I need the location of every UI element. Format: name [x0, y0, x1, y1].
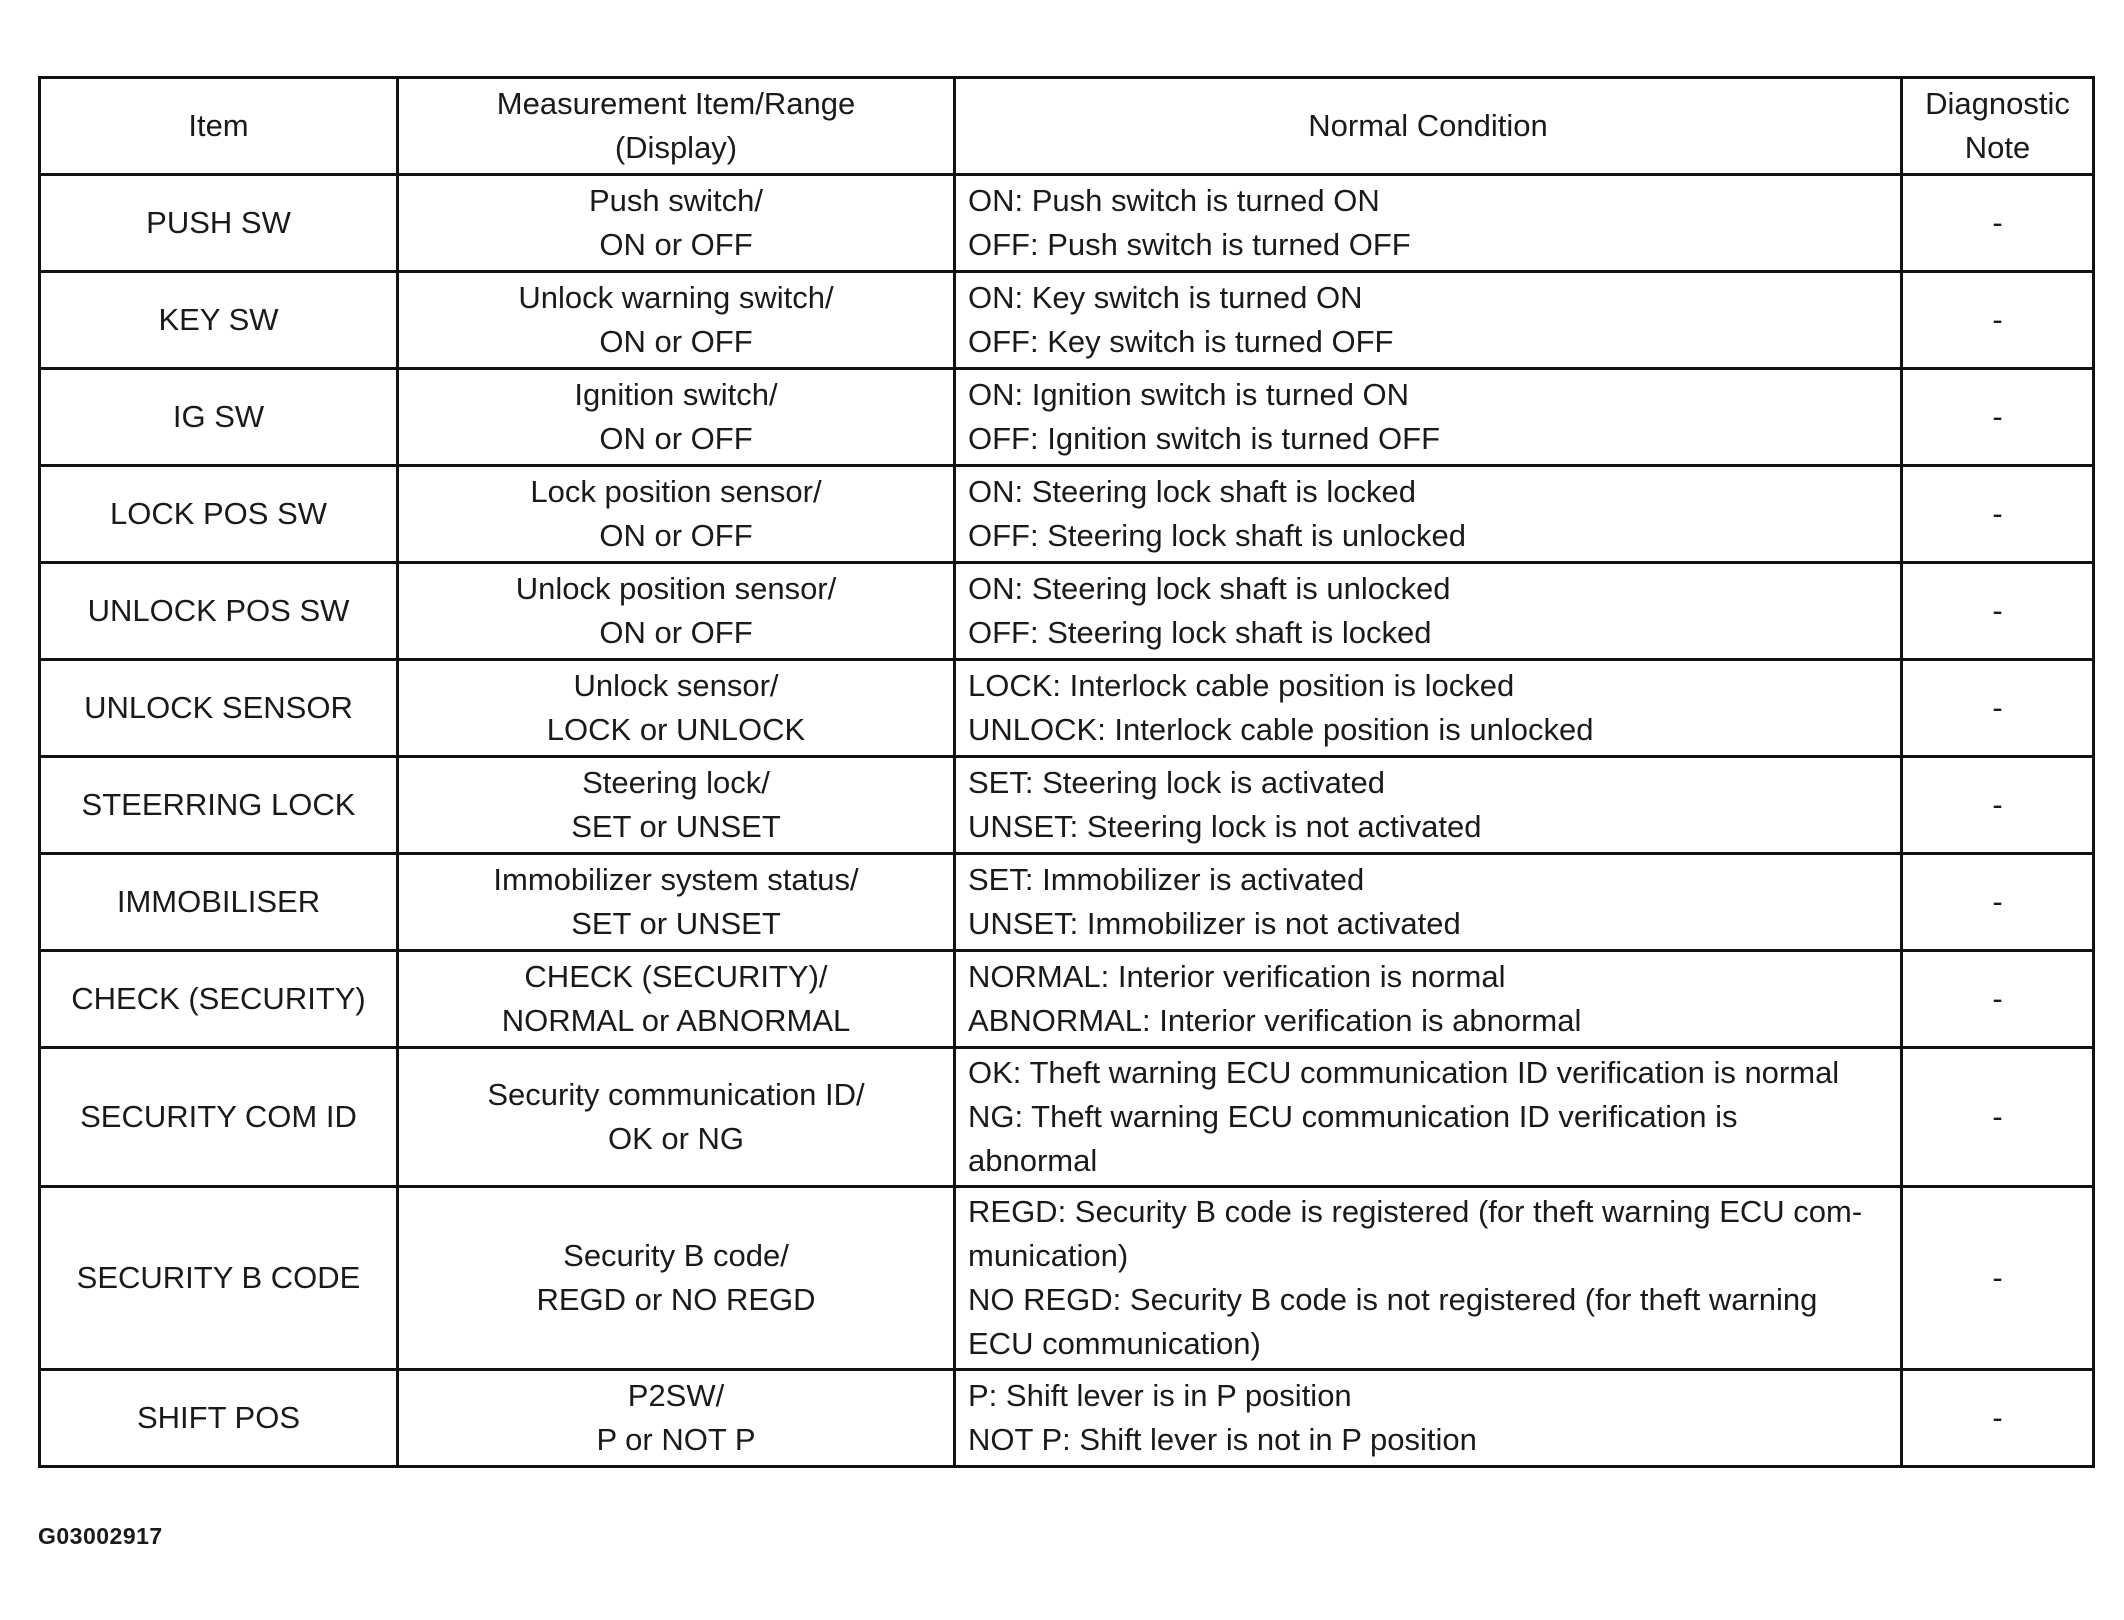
- condition-line: NO REGD: Security B code is not registered (for theft warning: [968, 1282, 1818, 1317]
- table-row: [40, 466, 2094, 563]
- range-line: Unlock warning switch/: [518, 280, 834, 315]
- range-line: P2SW/: [627, 1378, 725, 1413]
- condition-line: ON: Steering lock shaft is locked: [968, 474, 1416, 509]
- range-cell: [398, 854, 955, 951]
- note-cell: -: [1902, 369, 2094, 466]
- condition-line: ABNORMAL: Interior verification is abnormal: [968, 1003, 1582, 1038]
- condition-line: OK: Theft warning ECU communication ID verification is normal: [968, 1055, 1840, 1090]
- item-cell: SECURITY COM ID: [40, 1048, 398, 1187]
- condition-cell: [955, 854, 1902, 951]
- range-cell: [398, 1370, 955, 1467]
- table-row: [40, 175, 2094, 272]
- condition-line: UNSET: Immobilizer is not activated: [968, 906, 1461, 941]
- range-cell: [398, 369, 955, 466]
- item-cell: STEERRING LOCK: [40, 757, 398, 854]
- range-cell: [398, 1048, 955, 1187]
- note-cell: -: [1902, 1370, 2094, 1467]
- item-cell: KEY SW: [40, 272, 398, 369]
- range-line: ON or OFF: [599, 518, 753, 553]
- condition-line: OFF: Steering lock shaft is locked: [968, 615, 1432, 650]
- range-line: ON or OFF: [599, 421, 753, 456]
- header-note-line: Note: [1964, 130, 2031, 165]
- range-line: Push switch/: [588, 183, 763, 218]
- item-cell: LOCK POS SW: [40, 466, 398, 563]
- range-line: SET or UNSET: [571, 906, 781, 941]
- range-cell: [398, 272, 955, 369]
- condition-cell: [955, 272, 1902, 369]
- table-row: [40, 369, 2094, 466]
- item-cell: PUSH SW: [40, 175, 398, 272]
- range-line: LOCK or UNLOCK: [546, 712, 806, 747]
- item-cell: SECURITY B CODE: [40, 1187, 398, 1370]
- condition-cell: [955, 757, 1902, 854]
- range-cell: [398, 563, 955, 660]
- note-cell: -: [1902, 563, 2094, 660]
- condition-line: OFF: Key switch is turned OFF: [968, 324, 1394, 359]
- condition-line: ON: Ignition switch is turned ON: [968, 377, 1410, 412]
- range-line: OK or NG: [607, 1121, 745, 1156]
- range-line: ON or OFF: [599, 615, 753, 650]
- table-row: [40, 563, 2094, 660]
- note-cell: -: [1902, 1187, 2094, 1370]
- note-cell: -: [1902, 466, 2094, 563]
- range-line: NORMAL or ABNORMAL: [501, 1003, 851, 1038]
- table-row: [40, 272, 2094, 369]
- item-cell: UNLOCK POS SW: [40, 563, 398, 660]
- range-line: Immobilizer system status/: [493, 862, 859, 897]
- range-line: Steering lock/: [582, 765, 770, 800]
- table-row: [40, 854, 2094, 951]
- condition-cell: [955, 660, 1902, 757]
- condition-line: NG: Theft warning ECU communication ID verification is: [968, 1099, 1738, 1134]
- table-row: [40, 1370, 2094, 1467]
- condition-line: OFF: Push switch is turned OFF: [968, 227, 1411, 262]
- range-cell: [398, 757, 955, 854]
- note-cell: -: [1902, 854, 2094, 951]
- table-row: [40, 757, 2094, 854]
- item-cell: UNLOCK SENSOR: [40, 660, 398, 757]
- table-row: [40, 1187, 2094, 1370]
- range-cell: [398, 660, 955, 757]
- condition-line: REGD: Security B code is registered (for theft warning ECU com-: [968, 1194, 1863, 1229]
- range-cell: [398, 951, 955, 1048]
- condition-line: abnormal: [968, 1143, 1098, 1178]
- condition-line: munication): [968, 1238, 1129, 1273]
- table-row: [40, 660, 2094, 757]
- condition-line: OFF: Ignition switch is turned OFF: [968, 421, 1441, 456]
- range-line: Security communication ID/: [487, 1077, 865, 1112]
- header-range-line: Measurement Item/Range: [496, 86, 856, 121]
- header-diagnostic-note: [1902, 78, 2094, 175]
- condition-cell: [955, 1048, 1902, 1187]
- header-note-line: Diagnostic: [1925, 86, 2070, 121]
- condition-line: LOCK: Interlock cable position is locked: [968, 668, 1515, 703]
- condition-cell: [955, 951, 1902, 1048]
- header-range-line: (Display): [614, 130, 738, 165]
- range-line: CHECK (SECURITY)/: [524, 959, 828, 994]
- condition-cell: [955, 1370, 1902, 1467]
- note-cell: -: [1902, 175, 2094, 272]
- header-normal-condition: Normal Condition: [955, 78, 1902, 175]
- condition-line: UNSET: Steering lock is not activated: [968, 809, 1482, 844]
- range-line: SET or UNSET: [571, 809, 781, 844]
- condition-line: UNLOCK: Interlock cable position is unlocked: [968, 712, 1594, 747]
- range-line: Lock position sensor/: [530, 474, 822, 509]
- item-cell: IG SW: [40, 369, 398, 466]
- condition-cell: [955, 369, 1902, 466]
- range-line: REGD or NO REGD: [536, 1282, 816, 1317]
- range-line: P or NOT P: [596, 1422, 756, 1457]
- header-row: [40, 78, 2094, 175]
- condition-cell: [955, 563, 1902, 660]
- condition-line: SET: Steering lock is activated: [968, 765, 1385, 800]
- item-cell: IMMOBILISER: [40, 854, 398, 951]
- range-line: Unlock sensor/: [573, 668, 779, 703]
- condition-line: OFF: Steering lock shaft is unlocked: [968, 518, 1466, 553]
- table-row: [40, 1048, 2094, 1187]
- range-line: Unlock position sensor/: [515, 571, 837, 606]
- note-cell: -: [1902, 951, 2094, 1048]
- note-cell: -: [1902, 757, 2094, 854]
- data-list-sheet: [38, 76, 2092, 1468]
- condition-line: ECU communication): [968, 1326, 1261, 1361]
- note-cell: -: [1902, 660, 2094, 757]
- header-item: Item: [40, 78, 398, 175]
- range-cell: [398, 175, 955, 272]
- range-line: Security B code/: [563, 1238, 789, 1273]
- range-line: ON or OFF: [599, 324, 753, 359]
- condition-line: P: Shift lever is in P position: [968, 1378, 1352, 1413]
- condition-line: ON: Push switch is turned ON: [968, 183, 1380, 218]
- condition-cell: [955, 175, 1902, 272]
- table-row: [40, 951, 2094, 1048]
- item-cell: CHECK (SECURITY): [40, 951, 398, 1048]
- header-measurement-range: [398, 78, 955, 175]
- condition-cell: [955, 1187, 1902, 1370]
- condition-line: NORMAL: Interior verification is normal: [968, 959, 1506, 994]
- condition-line: SET: Immobilizer is activated: [968, 862, 1365, 897]
- range-cell: [398, 466, 955, 563]
- range-line: Ignition switch/: [574, 377, 778, 412]
- condition-line: NOT P: Shift lever is not in P position: [968, 1422, 1477, 1457]
- condition-cell: [955, 466, 1902, 563]
- condition-line: ON: Key switch is turned ON: [968, 280, 1363, 315]
- figure-code: G03002917: [38, 1523, 163, 1549]
- range-cell: [398, 1187, 955, 1370]
- note-cell: -: [1902, 1048, 2094, 1187]
- note-cell: -: [1902, 272, 2094, 369]
- data-list-table: [38, 76, 2095, 1468]
- item-cell: SHIFT POS: [40, 1370, 398, 1467]
- range-line: ON or OFF: [599, 227, 753, 262]
- condition-line: ON: Steering lock shaft is unlocked: [968, 571, 1451, 606]
